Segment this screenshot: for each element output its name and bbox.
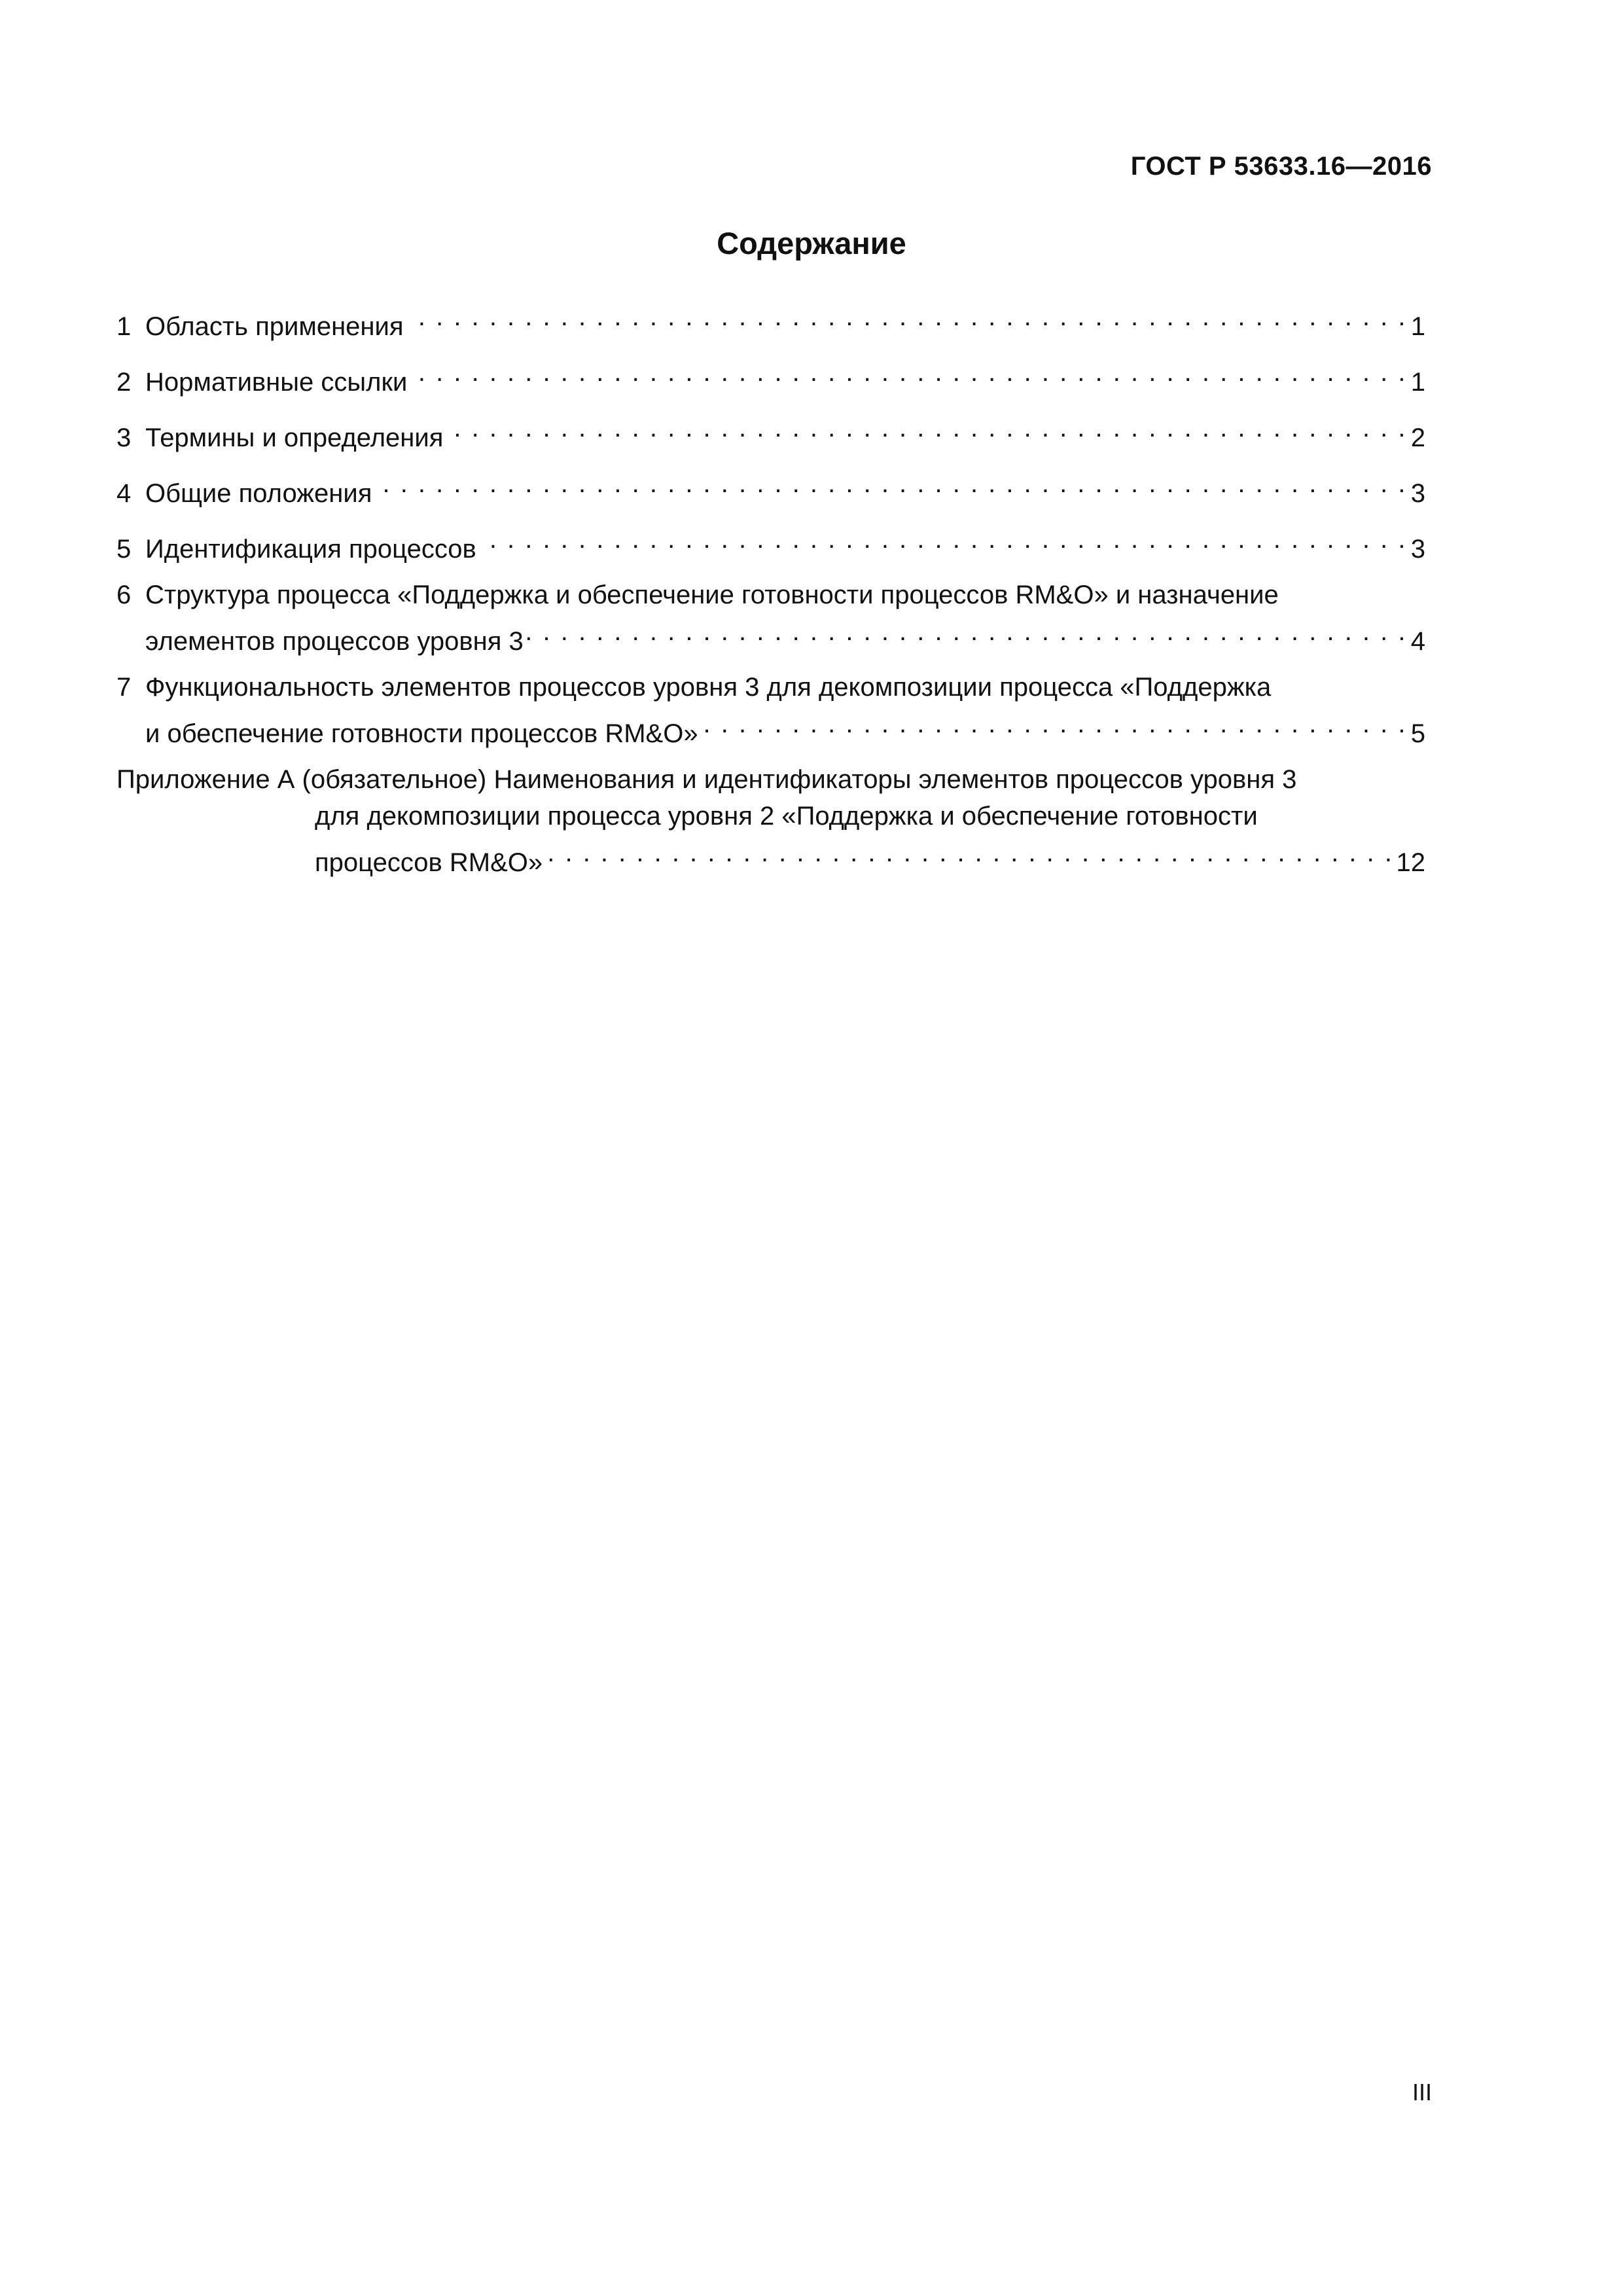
toc-entry-title: Приложение А (обязательное) Наименования и идентификаторы элементов процессов уровня 3 — [116, 765, 1297, 794]
toc-entry-number: 7 — [116, 673, 132, 702]
toc-entry-title: Идентификация процессов — [145, 535, 476, 564]
toc-entry-title-continuation: элементов процессов уровня 3 — [145, 627, 524, 656]
toc-entry-title: Структура процесса «Поддержка и обеспечение готовности процессов RM&O» и назначение — [145, 581, 1279, 609]
dot-leader — [526, 613, 1407, 650]
toc-entry-page: 3 — [1410, 479, 1425, 508]
toc-entry-1[interactable] — [116, 298, 1425, 345]
toc-entry-page: 2 — [1410, 423, 1425, 452]
toc-entry-page: 5 — [1410, 719, 1425, 748]
toc-entry-title: Термины и определения — [145, 423, 444, 452]
document-code: ГОСТ Р 53633.16—2016 — [1130, 152, 1432, 181]
toc-entry-page: 3 — [1410, 535, 1425, 564]
toc-entry-title: Область применения — [145, 312, 404, 341]
toc-entry-number: 1 — [116, 312, 132, 341]
toc-entry-title: Нормативные ссылки — [145, 368, 408, 397]
toc-entry-title-continuation: процессов RM&O» — [315, 848, 543, 877]
toc-entry-page: 4 — [1410, 627, 1425, 656]
toc-entry-number: 6 — [116, 581, 132, 609]
page-number: III — [1412, 2079, 1432, 2106]
dot-leader — [701, 706, 1407, 742]
table-of-contents — [116, 298, 1425, 890]
toc-entry-appendix-a[interactable] — [116, 761, 1425, 881]
toc-entry-page: 1 — [1410, 312, 1425, 341]
dot-leader — [406, 298, 1407, 335]
toc-entry-2[interactable] — [116, 354, 1425, 401]
toc-title: Содержание — [717, 226, 906, 260]
toc-entry-3[interactable] — [116, 410, 1425, 456]
toc-entry-number: 2 — [116, 368, 132, 397]
toc-entry-number: 5 — [116, 535, 132, 564]
toc-entry-5[interactable] — [116, 521, 1425, 567]
toc-entry-title: Общие положения — [145, 479, 372, 508]
toc-entry-page: 12 — [1396, 848, 1425, 877]
toc-entry-number: 4 — [116, 479, 132, 508]
toc-entry-title: Функциональность элементов процессов уровня 3 для декомпозиции процесса «Поддержка — [145, 673, 1272, 702]
toc-entry-7[interactable] — [116, 669, 1425, 752]
dot-leader — [479, 521, 1407, 558]
dot-leader — [545, 834, 1393, 871]
dot-leader — [446, 410, 1407, 446]
dot-leader — [410, 354, 1407, 391]
toc-entry-page: 1 — [1410, 368, 1425, 397]
toc-entry-4[interactable] — [116, 465, 1425, 512]
toc-entry-title-continuation: и обеспечение готовности процессов RM&O» — [145, 719, 698, 748]
toc-entry-title-continuation: для декомпозиции процесса уровня 2 «Поддержка и обеспечение готовности — [315, 802, 1258, 831]
dot-leader — [374, 465, 1407, 502]
toc-entry-number: 3 — [116, 423, 132, 452]
toc-entry-6[interactable] — [116, 577, 1425, 660]
